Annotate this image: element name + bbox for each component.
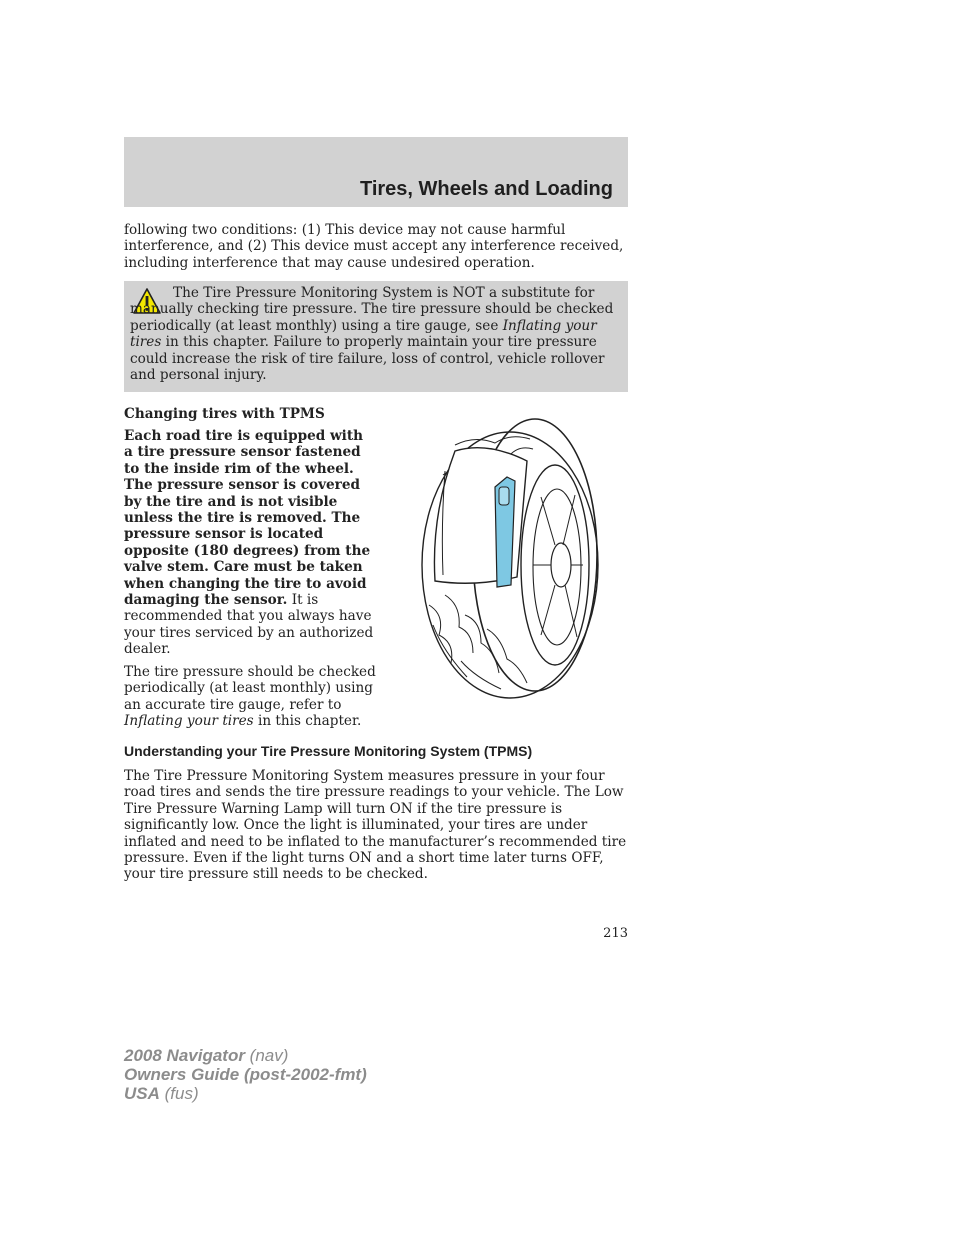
sensor-normal-text: It is recommended that you always have your tires serviced by an authorized dealer.: [124, 592, 374, 658]
footer-model: 2008 Navigator: [124, 1046, 245, 1065]
warning-text-part1: The Tire Pressure Monitoring System is NOT a substitute for manually checking tire pressure. The tire pressure should be checked periodically (at least monthly) using a tire gauge, see: [130, 285, 614, 334]
warning-text: [130, 285, 620, 383]
understanding-tpms-heading: Understanding your Tire Pressure Monitoring System (TPMS): [124, 743, 533, 759]
chapter-header: [124, 137, 628, 207]
check-link: Inflating your tires: [124, 712, 254, 729]
warning-box: [124, 281, 628, 392]
footer-market: USA: [124, 1084, 160, 1103]
footer-market-code: (fus): [159, 1084, 199, 1103]
check-pressure-paragraph: [124, 664, 376, 730]
chapter-title: Tires, Wheels and Loading: [359, 178, 613, 200]
footer-guide-name: Owners Guide (post-2002-fmt): [124, 1065, 367, 1084]
tire-cutaway-illustration: [415, 415, 605, 701]
document-footer: [124, 1046, 367, 1103]
footer-line-1: [124, 1046, 367, 1065]
understanding-tpms-paragraph: The Tire Pressure Monitoring System measures pressure in your four road tires and sends the tire pressure readings to your vehicle. The Low Tire Pressure Warning Lamp will turn ON if the tire pressure is significantly low. Once the light is illuminated, your tires are under inflated and need to be inflated to the manufacturer’s recommended tire pressure. Even if the light turns ON and a short time later turns OFF, your tire pressure still needs to be checked.: [124, 768, 627, 883]
check-text-part1: The tire pressure should be checked periodically (at least monthly) using an accurate tire gauge, refer to: [124, 663, 376, 713]
check-text-part2: in this chapter.: [253, 712, 362, 729]
footer-line-3: [124, 1084, 367, 1103]
footer-line-2: [124, 1065, 367, 1084]
footer-model-code: (nav): [244, 1046, 289, 1065]
changing-tires-column: [124, 428, 376, 735]
intro-paragraph: following two conditions: (1) This device may not cause harmful interference, and (2) This device must accept any interference received, including interference that may cause undesired operation.: [124, 222, 624, 271]
sensor-paragraph: [124, 428, 376, 658]
warning-text-part2: in this chapter. Failure to properly maintain your tire pressure could increase the risk of tire failure, loss of control, vehicle rollover and personal injury.: [130, 334, 605, 384]
page-number: 213: [603, 926, 628, 941]
sensor-bold-text: Each road tire is equipped with a tire pressure sensor fastened to the inside rim of the wheel. The pressure sensor is covered by the tire and is not visible unless the tire is removed. The pressure sensor is located opposite (180 degrees) from the valve stem. Care must be taken when changing the tire to avoid damaging the sensor.: [124, 428, 371, 609]
warning-link: Inflating your tires: [130, 317, 597, 351]
changing-tires-heading: Changing tires with TPMS: [124, 406, 325, 422]
